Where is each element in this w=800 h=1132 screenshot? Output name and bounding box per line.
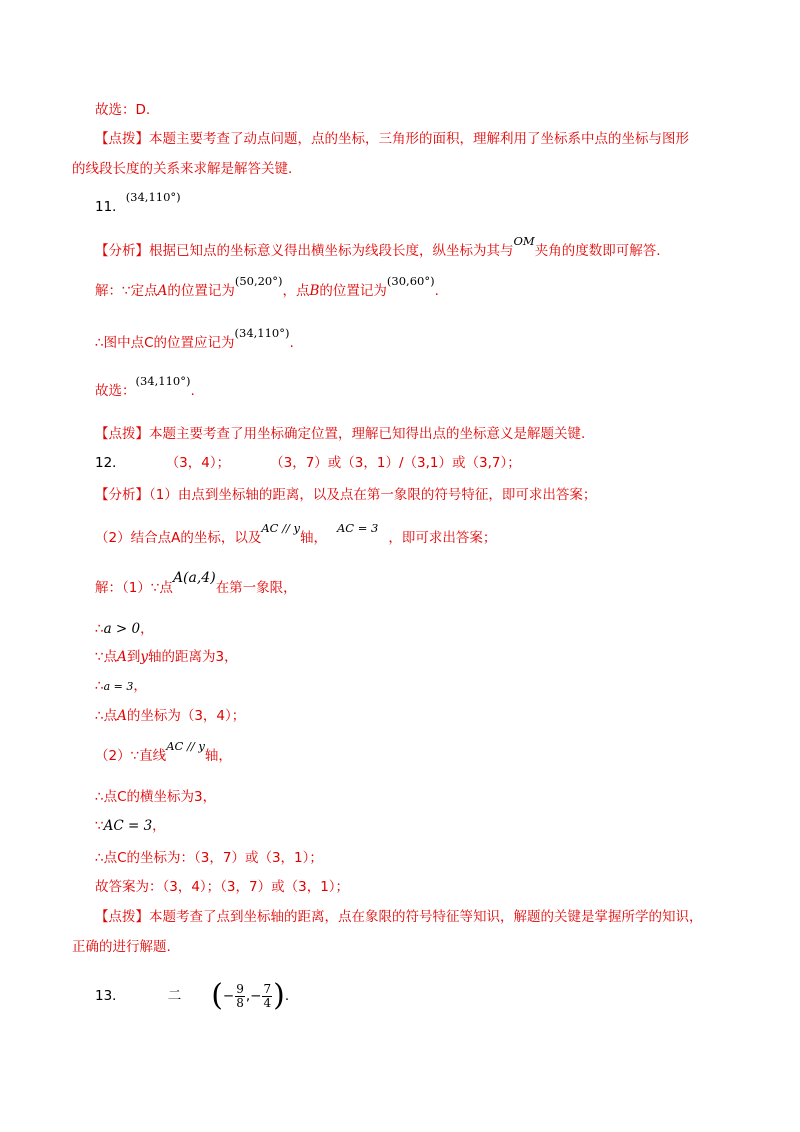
minus-sign: − <box>222 988 235 1004</box>
math-expression: (34,110°) <box>125 190 181 204</box>
minus-sign: − <box>250 988 262 1004</box>
text: 的位置记为 <box>319 283 387 299</box>
text: ∴点C的横坐标为3， <box>95 789 217 805</box>
math-var: A <box>117 649 127 665</box>
answer-1: （3，4）； <box>165 455 231 471</box>
text: 【点拨】本题考查了点到坐标轴的距离，点在象限的符号特征等知识，解题的关键是掌握所学的知识， <box>95 909 703 925</box>
text: 解：∵定点 <box>95 283 158 299</box>
comma: , <box>245 988 251 1004</box>
text: 【分析】根据已知点的坐标意义得出横坐标为线段长度，纵坐标为其与 <box>95 243 514 259</box>
text: 轴， <box>204 748 232 764</box>
question-number: 13． <box>95 988 126 1004</box>
final-answer-line <box>95 876 720 898</box>
text: 【分析】（1）由点到坐标轴的距离，以及点在第一象限的符号特征，即可求出答案； <box>95 487 597 503</box>
text: 解：（1）∵点 <box>95 580 173 596</box>
math-expression: a = 3 <box>103 680 134 693</box>
math-var: A <box>117 708 127 724</box>
text: . <box>289 335 294 351</box>
text: 故答案为：（3，4）；（3，7）或（3，1）； <box>95 879 350 895</box>
question-13-line <box>95 976 720 1016</box>
remark-paragraph <box>95 906 720 928</box>
analysis-line <box>95 234 720 262</box>
solution-line <box>95 739 720 767</box>
solution-line <box>95 786 720 808</box>
text: ∴ <box>95 678 104 694</box>
text: （2）结合点A的坐标，以及 <box>95 530 262 546</box>
math-expression: (34,110°) <box>234 326 290 340</box>
text: ，即可求出答案； <box>388 530 497 546</box>
analysis-line <box>95 484 720 506</box>
solution-line <box>95 646 720 668</box>
denominator: 4 <box>263 995 272 1010</box>
left-paren: ( <box>211 978 223 1013</box>
answer-1: 二 <box>167 988 182 1004</box>
text: 故选：D. <box>95 102 151 118</box>
question-12-line <box>95 452 720 474</box>
text: ， <box>140 621 154 637</box>
solution-line <box>95 618 720 640</box>
math-expression: AC // y <box>261 521 300 535</box>
period: . <box>284 988 290 1004</box>
solution-line <box>95 570 720 599</box>
answer-choice-line <box>95 374 720 402</box>
math-expression: OM <box>513 234 535 248</box>
question-number: 11． <box>95 199 126 215</box>
text: ∴图中点C的位置应记为 <box>95 335 235 351</box>
text: 的位置记为 <box>167 283 235 299</box>
remark-paragraph-cont <box>72 936 720 958</box>
math-expression: AC = 3 <box>337 521 379 535</box>
text: . <box>434 283 439 299</box>
text: 的坐标为（3，4）； <box>126 708 246 724</box>
text: 正确的进行解题. <box>72 939 171 955</box>
math-expression: A(a,4) <box>172 570 216 586</box>
text: ， <box>152 818 166 834</box>
solution-line <box>95 675 720 698</box>
question-11-line <box>95 190 720 218</box>
solution-line <box>95 815 720 837</box>
text: ∴点 <box>95 708 118 724</box>
remark-paragraph <box>95 423 720 445</box>
text: ，点 <box>282 283 310 299</box>
text: ∴点C的坐标为：（3，7）或（3，1）； <box>95 850 323 866</box>
text: 夹角的度数即可解答. <box>534 243 661 259</box>
numerator: 9 <box>236 981 244 996</box>
text: . <box>190 383 195 399</box>
text: 故选： <box>95 383 136 399</box>
text: ∴ <box>95 621 104 637</box>
math-expression: (50,20°) <box>234 274 283 288</box>
text: ∵ <box>95 818 104 834</box>
answer-2: （3，7）或（3，1）/（3,1）或（3,7）； <box>270 455 521 471</box>
solution-line <box>95 847 720 869</box>
math-expression: a > 0 <box>103 621 141 637</box>
right-paren: ) <box>273 978 285 1013</box>
solution-line <box>95 274 720 302</box>
text: 【点拨】本题主要考查了动点问题，点的坐标，三角形的面积，理解利用了坐标系中点的坐标与图形 <box>95 131 689 147</box>
text: 在第一象限， <box>215 580 297 596</box>
remark-paragraph-cont <box>72 158 720 180</box>
question-number: 12． <box>95 455 126 471</box>
fraction <box>235 983 245 1010</box>
math-expression: (30,60°) <box>386 274 435 288</box>
solution-line <box>95 705 720 727</box>
remark-paragraph <box>95 128 720 150</box>
math-var: A <box>157 283 168 299</box>
analysis-line <box>95 521 720 549</box>
text: ∵点 <box>95 649 118 665</box>
math-expression: (34,110°) <box>135 374 191 388</box>
denominator: 8 <box>236 995 244 1010</box>
math-var: y <box>140 649 148 665</box>
text: 轴的距离为3， <box>147 649 238 665</box>
text: （2）∵直线 <box>95 748 167 764</box>
text: 的线段长度的关系来求解是解答关键. <box>72 161 293 177</box>
solution-line <box>95 326 720 354</box>
fraction <box>262 983 272 1010</box>
text: 【点拨】本题主要考查了用坐标确定位置，理解已知得出点的坐标意义是解题关键. <box>95 426 586 442</box>
text: 轴， <box>300 530 327 546</box>
text: ， <box>133 678 147 694</box>
answer-choice-line <box>95 99 720 121</box>
numerator: 7 <box>263 981 272 996</box>
math-expression: AC = 3 <box>103 818 153 834</box>
math-expression: AC // y <box>166 739 205 753</box>
text: 到 <box>126 649 141 665</box>
math-var: B <box>309 283 320 299</box>
